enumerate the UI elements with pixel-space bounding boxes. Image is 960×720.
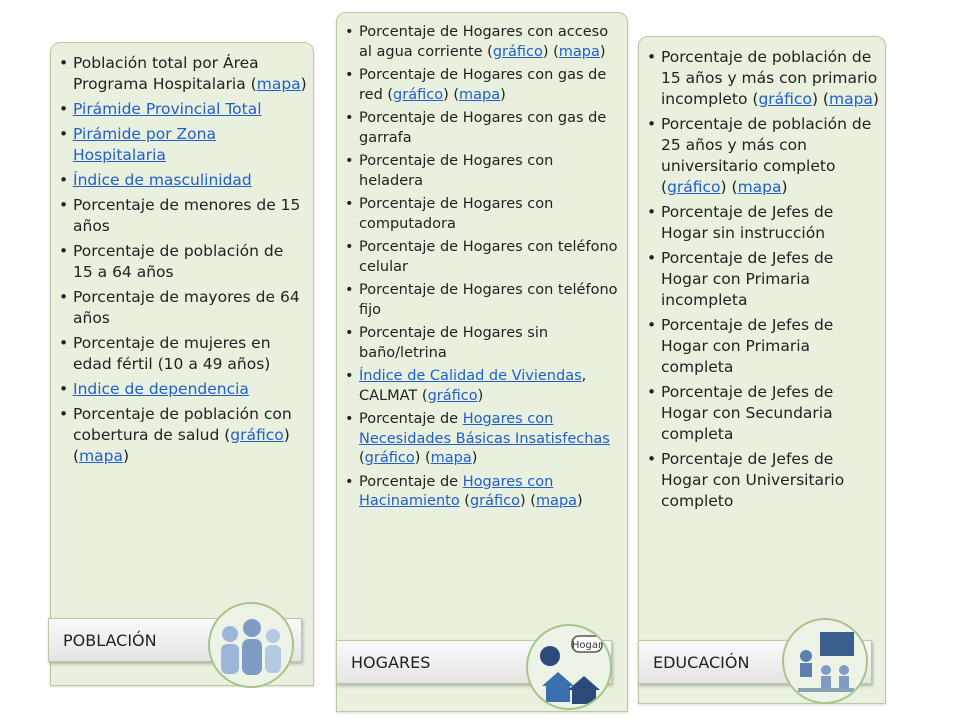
item-link[interactable]: gráfico (469, 493, 520, 509)
item-link[interactable]: gráfico (364, 450, 415, 466)
item-link[interactable]: mapa (737, 178, 782, 196)
item-text: ) (500, 86, 506, 103)
item-text: ( (459, 493, 470, 509)
item-text: ) ( (443, 86, 460, 103)
list-item (345, 23, 621, 62)
item-text: Porcentaje de Hogares con acceso al agua corriente ( (359, 24, 609, 60)
item-text: ) ( (542, 43, 559, 60)
list-item (345, 281, 621, 320)
item-link[interactable]: gráfico (393, 86, 444, 103)
item-text: Porcentaje de Jefes de Hogar sin instrucción (661, 203, 834, 242)
list-item (345, 410, 621, 469)
list-item (647, 248, 879, 311)
item-text: ) (577, 493, 583, 509)
hogares-label: HOGARES (351, 653, 431, 672)
item-text: ) (471, 450, 478, 466)
house-hogar-icon (526, 624, 612, 710)
list-item (345, 238, 621, 277)
item-text: Porcentaje de población de 15 años y más con primario incompleto ( (661, 48, 878, 108)
item-text: ( (359, 450, 365, 466)
item-link[interactable]: Pirámide Provincial Total (73, 100, 262, 118)
item-link[interactable]: gráfico (758, 90, 812, 108)
item-link[interactable]: Hogares con Hacinamiento (359, 473, 554, 509)
item-text: Porcentaje de Jefes de Hogar con Primaria completa (661, 316, 834, 376)
item-link[interactable]: mapa (459, 86, 501, 103)
educacion-list (647, 47, 879, 516)
item-text: Porcentaje de población con cobertura de salud ( (73, 405, 292, 444)
item-text: ) (872, 90, 879, 108)
item-link[interactable]: mapa (828, 90, 873, 108)
item-link[interactable]: Indice de dependencia (73, 380, 249, 398)
item-link[interactable]: mapa (256, 75, 301, 93)
item-text: Porcentaje de Hogares con gas de red ( (359, 67, 607, 103)
item-link[interactable]: mapa (79, 447, 123, 465)
classroom-icon (782, 618, 868, 704)
item-link[interactable]: gráfico (667, 178, 721, 196)
list-item (59, 195, 307, 237)
item-text: Porcentaje de Hogares con teléfono celular (359, 239, 618, 275)
item-link[interactable]: mapa (558, 43, 600, 60)
list-item (647, 382, 879, 445)
item-text: ) ( (520, 493, 536, 509)
list-item (647, 449, 879, 512)
item-link[interactable]: Hogares con Necesidades Básicas Insatisfechas (359, 411, 610, 447)
list-item (59, 379, 307, 400)
item-text: Porcentaje de Jefes de Hogar con Universitario completo (661, 450, 845, 510)
item-text: ) (477, 387, 484, 404)
item-link[interactable]: Índice de Calidad de Viviendas (359, 368, 582, 384)
item-link[interactable]: Índice de masculinidad (73, 171, 252, 189)
list-item (647, 315, 879, 378)
list-item (59, 99, 307, 120)
item-text: ) (123, 447, 130, 465)
list-item (59, 333, 307, 375)
item-text: Porcentaje de Jefes de Hogar con Primaria incompleta (661, 249, 834, 309)
item-link[interactable]: mapa (535, 493, 578, 509)
hogares-list (345, 23, 621, 516)
item-text: ) (781, 178, 788, 196)
item-link[interactable]: gráfico (492, 43, 543, 60)
item-text: Porcentaje de población de 15 a 64 años (73, 242, 284, 281)
poblacion-panel (50, 42, 314, 686)
poblacion-list (59, 53, 307, 471)
item-text: Porcentaje de Hogares con computadora (359, 196, 554, 232)
item-text: ) ( (414, 450, 431, 466)
item-text: Población total por Área Programa Hospitalaria ( (73, 54, 259, 93)
educacion-label: EDUCACIÓN (653, 653, 750, 672)
hogar-bubble-text: Hogar (571, 640, 603, 651)
list-item (345, 324, 621, 363)
list-item (59, 170, 307, 191)
educacion-panel (638, 36, 886, 704)
list-item (59, 287, 307, 329)
item-text: , CALMAT ( (359, 368, 587, 404)
list-item (345, 66, 621, 105)
item-text: ) (300, 75, 307, 93)
list-item (59, 53, 307, 95)
list-item (59, 404, 307, 467)
item-text: )( (73, 426, 290, 465)
item-link[interactable]: gráfico (427, 387, 478, 404)
people-group-icon (208, 602, 294, 688)
list-item (647, 202, 879, 244)
item-text: Porcentaje de menores de 15 años (73, 196, 301, 235)
item-text: Porcentaje de mayores de 64 años (73, 288, 300, 327)
item-text: Porcentaje de (359, 411, 463, 427)
item-text: Porcentaje de Jefes de Hogar con Secundaria completa (661, 383, 834, 443)
list-item (345, 195, 621, 234)
list-item (59, 124, 307, 166)
item-text: ) (599, 43, 606, 60)
list-item (345, 473, 621, 512)
item-text: ) ( (811, 90, 829, 108)
list-item (59, 241, 307, 283)
list-item (647, 114, 879, 198)
item-text: Porcentaje de población de 25 años y más con universitario completo ( (661, 115, 872, 196)
item-link[interactable]: mapa (430, 450, 472, 466)
item-text: Porcentaje de mujeres en edad fértil (10 a 49 años) (73, 334, 271, 373)
list-item (345, 367, 621, 406)
item-link[interactable]: Pirámide por Zona Hospitalaria (73, 125, 216, 164)
item-text: Porcentaje de Hogares sin baño/letrina (359, 325, 549, 361)
item-text: Porcentaje de Hogares con heladera (359, 153, 554, 189)
item-link[interactable]: gráfico (230, 426, 284, 444)
list-item (345, 109, 621, 148)
hogares-panel (336, 12, 628, 712)
list-item (345, 152, 621, 191)
item-text: Porcentaje de Hogares con teléfono fijo (359, 282, 618, 318)
item-text: Porcentaje de Hogares con gas de garrafa (359, 110, 607, 146)
item-text: Porcentaje de (359, 473, 463, 490)
list-item (647, 47, 879, 110)
poblacion-label: POBLACIÓN (63, 631, 157, 650)
item-text: ) ( (720, 178, 738, 196)
